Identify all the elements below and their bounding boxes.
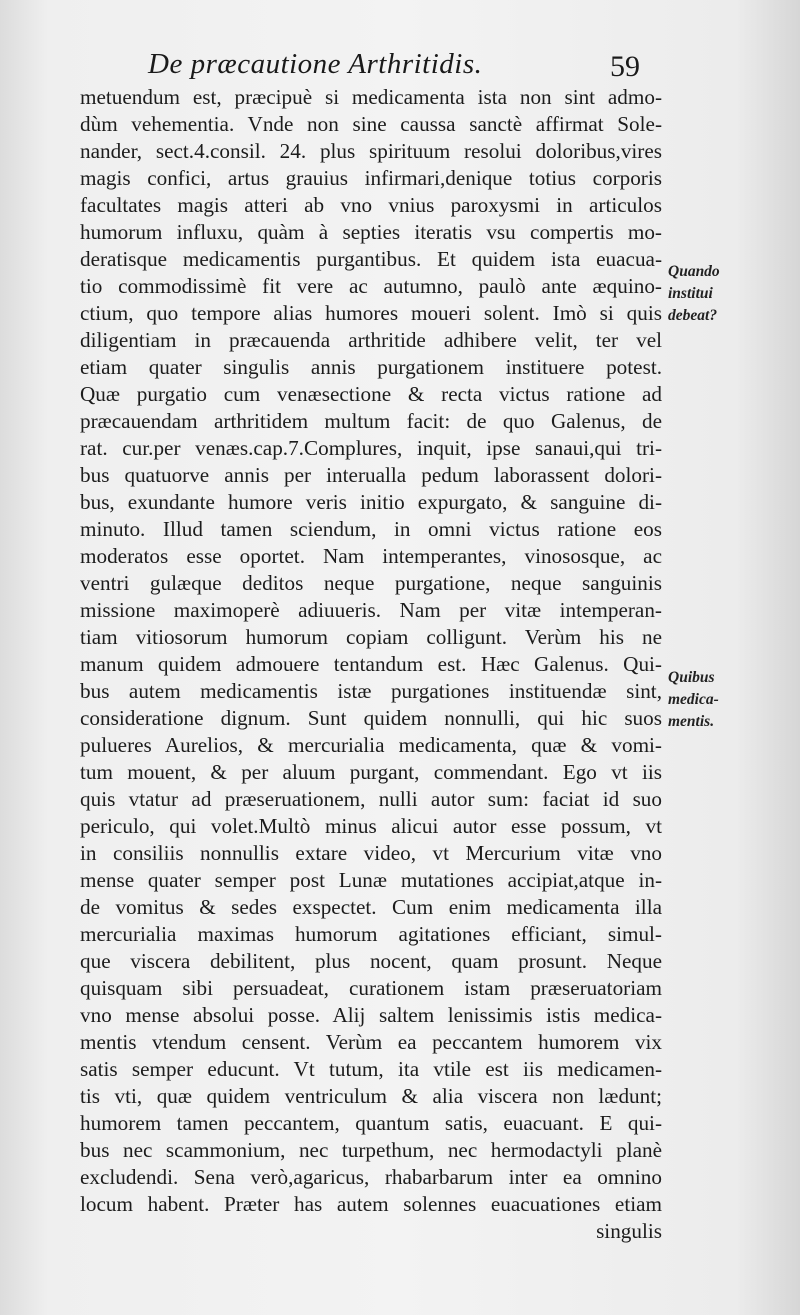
text-line: bus quatuorve annis per interualla pedum laborassent dolori- [80, 463, 662, 487]
margin-note-quando [668, 261, 788, 327]
text-line: diligentiam in præcauenda arthritide adhibere velit, ter vel [80, 328, 662, 352]
page-header [0, 48, 800, 88]
text-line: pulueres Aurelios, & mercurialia medicamenta, quæ & vomi- [80, 733, 662, 757]
text-line: dùm vehementia. Vnde non sine caussa sanctè affirmat Sole- [80, 112, 662, 136]
text-line: humorem tamen peccantem, quantum satis, euacuant. E qui- [80, 1111, 662, 1135]
text-line: quis vtatur ad præseruationem, nulli autor sum: faciat id suo [80, 787, 662, 811]
text-line: mercurialia maximas humorum agitationes efficiant, simul- [80, 922, 662, 946]
text-line: bus nec scammonium, nec turpethum, nec hermodactyli planè [80, 1138, 662, 1162]
text-line: manum quidem admouere tentandum est. Hæc Galenus. Qui- [80, 652, 662, 676]
body-text [80, 84, 662, 1245]
margin-note-quibus [668, 667, 788, 733]
text-line: præcauendam arthritidem multum facit: de quo Galenus, de [80, 409, 662, 433]
margin-note-line: institui [668, 285, 713, 302]
text-line: mense quater semper post Lunæ mutationes accipiat,atque in- [80, 868, 662, 892]
text-line: que viscera debilitent, plus nocent, quam prosunt. Neque [80, 949, 662, 973]
text-line: in consiliis nonnullis extare video, vt Mercurium vitæ vno [80, 841, 662, 865]
text-line: humorum influxu, quàm à septies iteratis vsu compertis mo- [80, 220, 662, 244]
margin-note-line: debeat? [668, 307, 718, 324]
margin-note-line: medica- [668, 691, 719, 708]
text-line: minuto. Illud tamen sciendum, in omni victus ratione eos [80, 517, 662, 541]
margin-note-line: mentis. [668, 713, 715, 730]
text-line: Quæ purgatio cum venæsectione & recta victus ratione ad [80, 382, 662, 406]
text-line: missione maximoperè adiuueris. Nam per vitæ intemperan- [80, 598, 662, 622]
text-line: tio commodissimè fit vere ac autumno, paulò ante æquino- [80, 274, 662, 298]
text-line: etiam quater singulis annis purgationem instituere potest. [80, 355, 662, 379]
margin-note-line: Quibus [668, 669, 715, 686]
text-line: consideratione dignum. Sunt quidem nonnulli, qui hic suos [80, 706, 662, 730]
text-line: metuendum est, præcipuè si medicamenta ista non sint admo- [80, 85, 662, 109]
text-line: nander, sect.4.consil. 24. plus spirituum resolui doloribus,vires [80, 139, 662, 163]
text-line: satis semper educunt. Vt tutum, ita vtile est iis medicamen- [80, 1057, 662, 1081]
text-line: ventri gulæque deditos neque purgatione, neque sanguinis [80, 571, 662, 595]
text-line: rat. cur.per venæs.cap.7.Complures, inquit, ipse sanaui,qui tri- [80, 436, 662, 460]
text-line: quisquam sibi persuadeat, curationem istam præseruatoriam [80, 976, 662, 1000]
text-line: locum habent. Præter has autem solennes euacuationes etiam [80, 1192, 662, 1216]
margin-note-line: Quando [668, 263, 720, 280]
text-line: excludendi. Sena verò,agaricus, rhabarbarum inter ea omnino [80, 1165, 662, 1189]
text-line: deratisque medicamentis purgantibus. Et quidem ista euacua- [80, 247, 662, 271]
text-line: tiam vitiosorum humorum copiam colligunt. Verùm his ne [80, 625, 662, 649]
text-line: magis confici, artus grauius infirmari,denique totius corporis [80, 166, 662, 190]
text-line: facultates magis atteri ab vno vnius paroxysmi in articulos [80, 193, 662, 217]
text-line: singulis [596, 1219, 662, 1243]
page-number: 59 [610, 50, 640, 83]
text-line: periculo, qui volet.Multò minus alicui autor esse possum, vt [80, 814, 662, 838]
text-line: moderatos esse oportet. Nam intemperantes, vinososque, ac [80, 544, 662, 568]
text-line: de vomitus & sedes exspectet. Cum enim medicamenta illa [80, 895, 662, 919]
text-line: tum mouent, & per aluum purgant, commendant. Ego vt iis [80, 760, 662, 784]
text-line: tis vti, quæ quidem ventriculum & alia viscera non lædunt; [80, 1084, 662, 1108]
text-line: mentis vtendum censent. Verùm ea peccantem humorem vix [80, 1030, 662, 1054]
text-line: bus, exundante humore veris initio expurgato, & sanguine di- [80, 490, 662, 514]
text-line: bus autem medicamentis istæ purgationes instituendæ sint, [80, 679, 662, 703]
running-head: De præcautione Arthritidis. [148, 48, 483, 80]
text-line: vno mense absolui posse. Alij saltem lenissimis istis medica- [80, 1003, 662, 1027]
text-line: ctium, quo tempore alias humores moueri solent. Imò si quis [80, 301, 662, 325]
